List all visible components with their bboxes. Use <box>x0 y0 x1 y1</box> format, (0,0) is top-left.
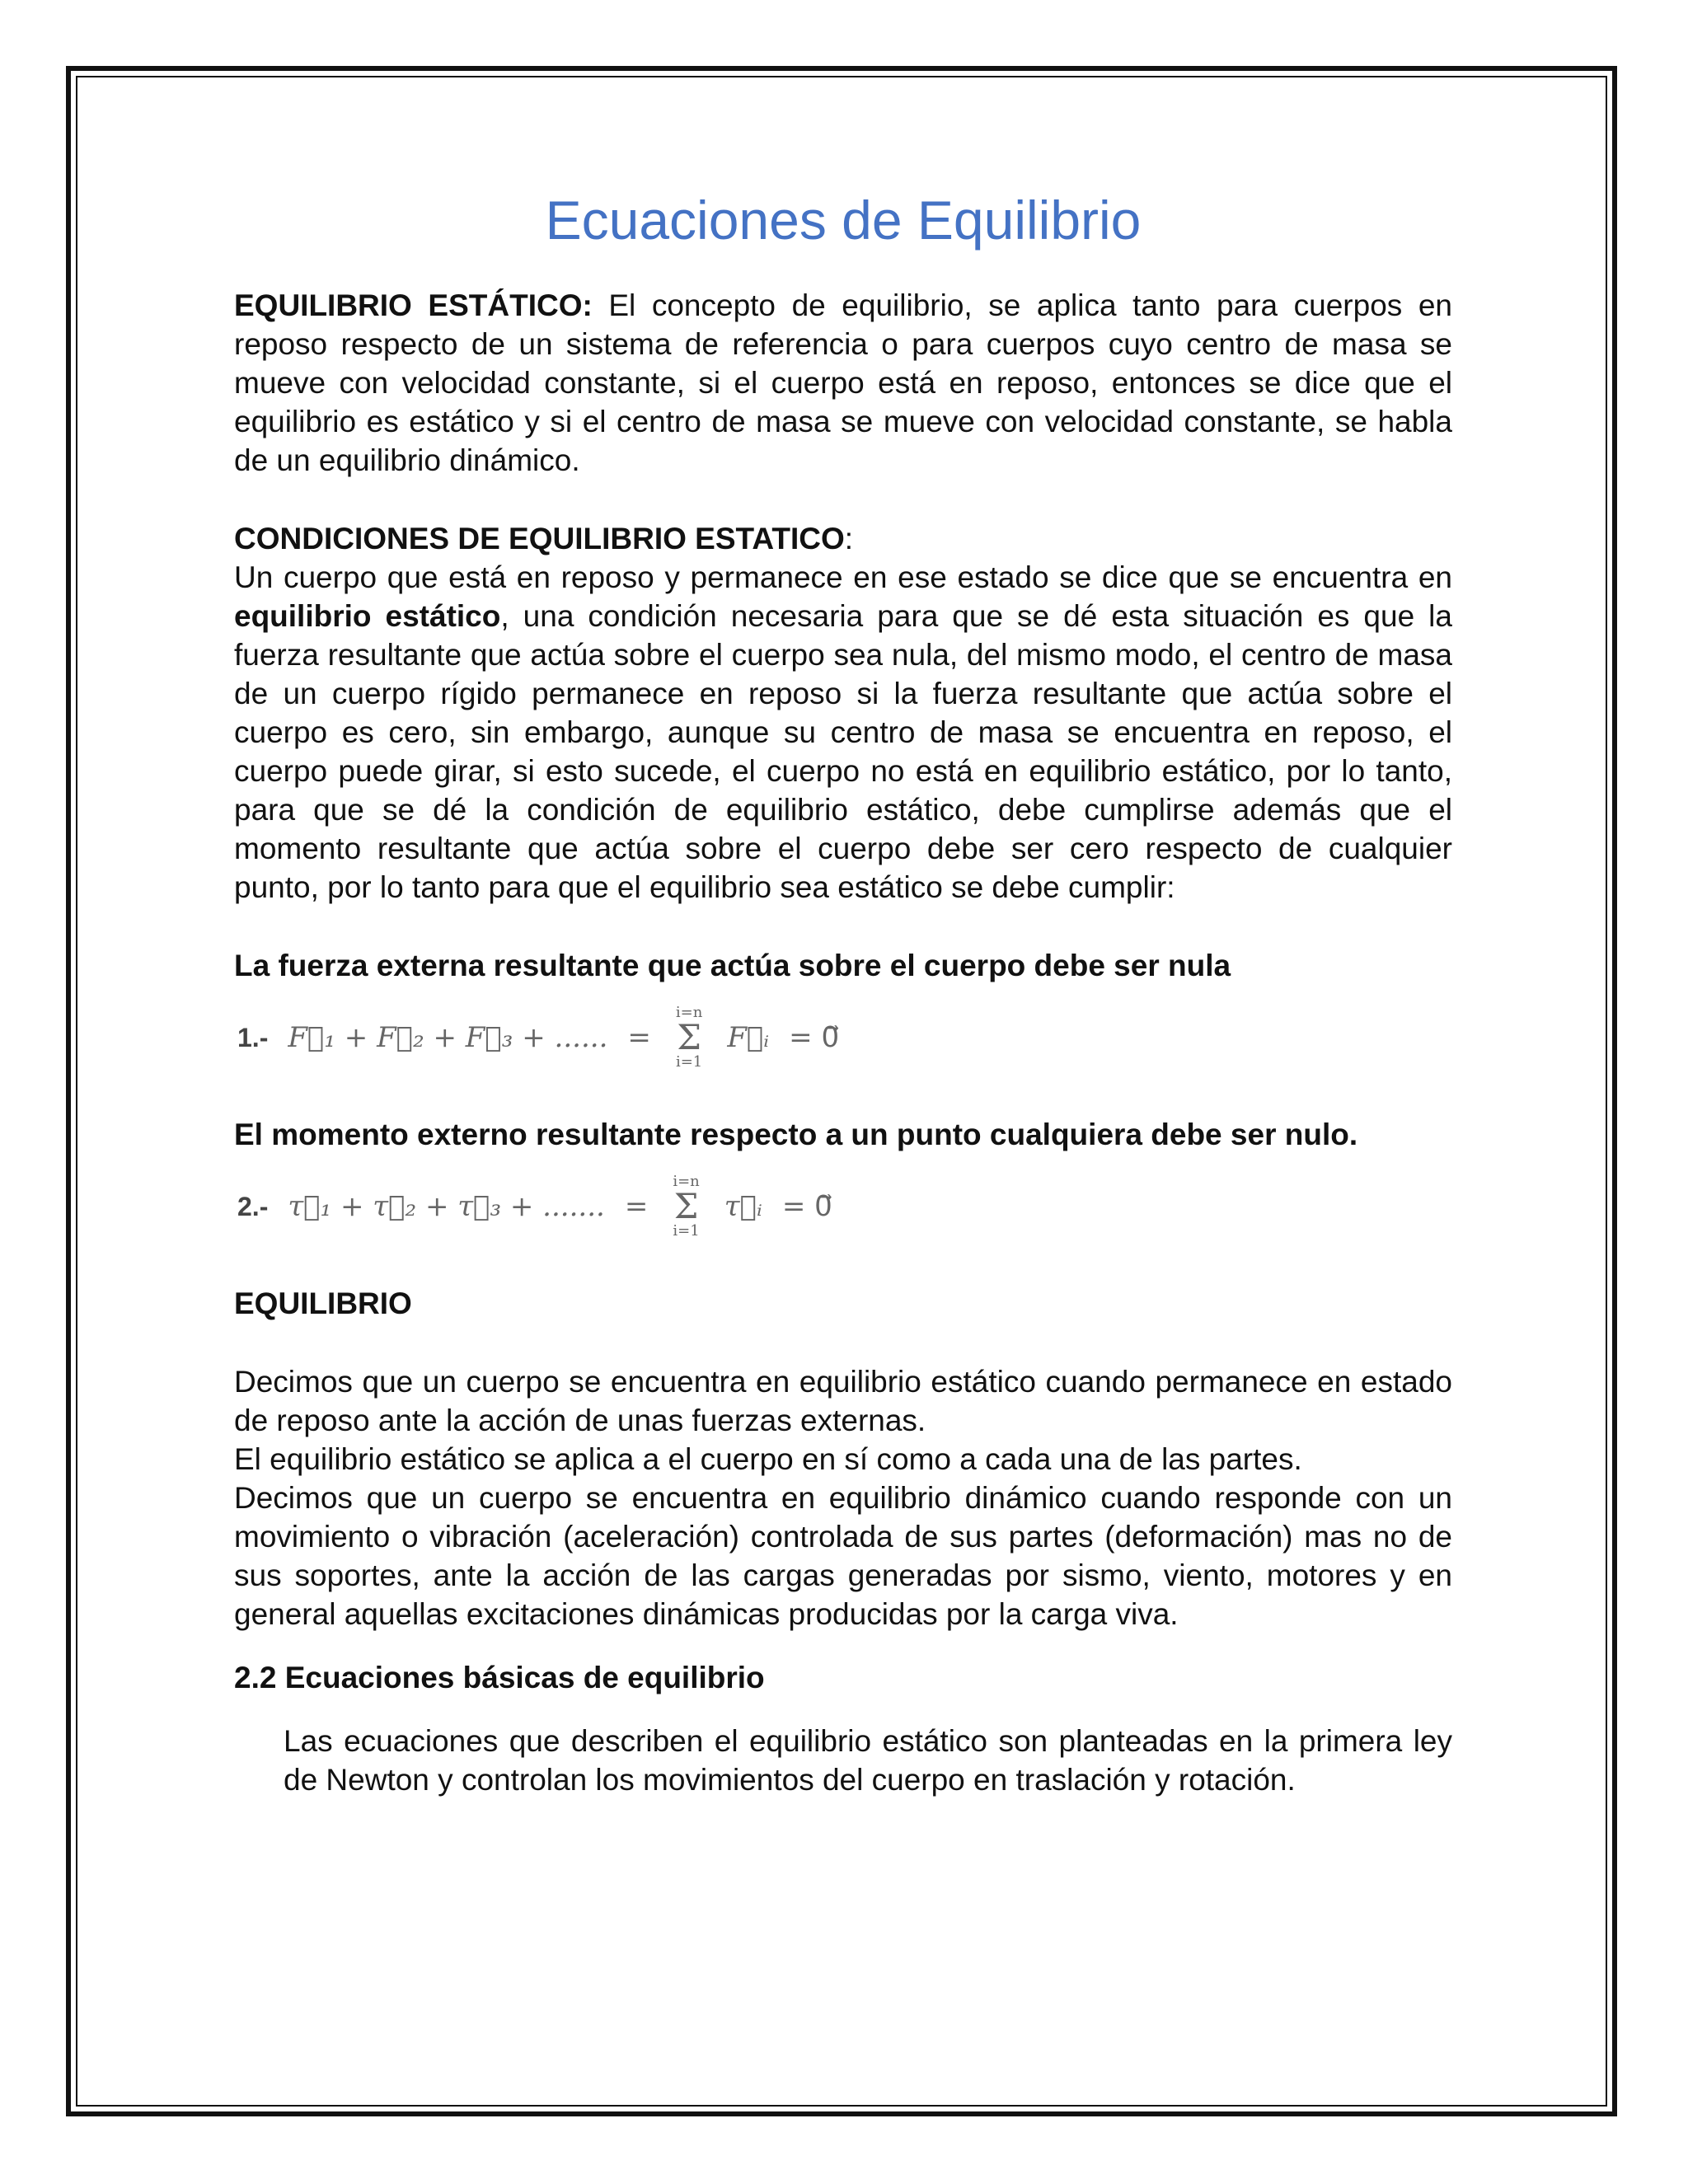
basic-equations-heading: 2.2 Ecuaciones básicas de equilibrio <box>234 1661 765 1695</box>
equation-rhs: = 0⃗ <box>781 1190 832 1224</box>
equilibrium-heading: EQUILIBRIO <box>234 1286 412 1321</box>
equilibrium-paragraph-2: El equilibrio estático se aplica a el cuerpo en sí como a cada una de las partes. <box>234 1442 1302 1477</box>
conditions-heading-colon: : <box>844 522 854 556</box>
static-equilibrium-label: EQUILIBRIO ESTÁTICO: <box>234 288 593 323</box>
sum-lower-limit: i=1 <box>673 1222 700 1240</box>
summation-symbol <box>673 1174 699 1239</box>
document-body <box>234 188 1452 1799</box>
equilibrium-paragraph-1: Decimos que un cuerpo se encuentra en equilibrio estático cuando permanece en estado de reposo ante la acción de unas fuerzas externas. <box>234 1365 1452 1438</box>
equation-term: τ⃗ᵢ <box>724 1190 762 1224</box>
moment-condition: El momento externo resultante respecto a un punto cualquiera debe ser nulo. <box>234 1118 1358 1152</box>
summation-symbol <box>676 1005 702 1070</box>
equation-lhs: τ⃗₁ + τ⃗₂ + τ⃗₃ + ....... <box>288 1190 605 1224</box>
equation-moments <box>237 1154 1452 1259</box>
equation-number: 1.- <box>237 1022 269 1052</box>
static-equilibrium-text: El concepto de equilibrio, se aplica tanto para cuerpos en reposo respecto de un sistema de referencia o para cuerpos cuyo centro de masa se mueve con velocidad constante, si el cuerpo está en reposo, entonces se dice que el equilibrio es estático y si el centro de masa se mueve con velocidad constante, se habla de un equilibrio dinámico. <box>234 288 1452 478</box>
equation-forces <box>237 985 1452 1090</box>
equation-equals: = <box>627 1021 651 1055</box>
sum-upper-limit: i=n <box>675 1004 703 1022</box>
equation-equals: = <box>624 1190 649 1224</box>
basic-equations-paragraph: Las ecuaciones que describen el equilibrio estático son planteadas en la primera ley de Newton y controlan los movimientos del cuerpo en traslación y rotación. <box>284 1724 1452 1797</box>
conditions-text-a: Un cuerpo que está en reposo y permanece en ese estado se dice que se encuentra en <box>234 560 1452 595</box>
equation-number: 2.- <box>237 1191 269 1221</box>
sum-upper-limit: i=n <box>673 1173 700 1191</box>
conditions-text-b: , una condición necesaria para que se dé esta situación es que la fuerza resultante que actúa sobre el cuerpo sea nula, del mismo modo, el centro de masa de un cuerpo rígido permanece en reposo si la fuerza resultante que actúa sobre el cuerpo es cero, sin embargo, aunque su centro de masa se encuentra en reposo, el cuerpo puede girar, si esto sucede, el cuerpo no está en equilibrio estático, por lo tanto, para que se dé la condición de equilibrio estático, debe cumplirse además que el momento resultante que actúa sobre el cuerpo debe ser cero respecto de cualquier punto, por lo tanto para que el equilibrio sea estático se debe cumplir: <box>234 599 1452 905</box>
page-title: Ecuaciones de Equilibrio <box>545 190 1142 251</box>
equation-term: F⃗ᵢ <box>727 1021 770 1055</box>
sum-lower-limit: i=1 <box>675 1053 703 1071</box>
conditions-bold-term: equilibrio estático <box>234 599 501 634</box>
static-equilibrium-paragraph <box>234 286 1452 480</box>
conditions-heading <box>234 519 1452 558</box>
sigma-icon: Σ <box>677 1017 701 1058</box>
equilibrium-paragraph-3: Decimos que un cuerpo se encuentra en equilibrio dinámico cuando responde con un movimiento o vibración (aceleración) controlada de sus partes (deformación) mas no de sus soportes, ante la acción de las cargas generadas por sismo, viento, motores y en general aquellas excitaciones dinámicas producidas por la carga viva. <box>234 1481 1452 1632</box>
sigma-icon: Σ <box>673 1186 699 1227</box>
equation-lhs: F⃗₁ + F⃗₂ + F⃗₃ + ...... <box>288 1021 608 1055</box>
force-condition: La fuerza externa resultante que actúa sobre el cuerpo debe ser nula <box>234 949 1231 983</box>
conditions-paragraph <box>234 558 1452 907</box>
equation-rhs: = 0⃗ <box>789 1021 840 1055</box>
conditions-heading-text: CONDICIONES DE EQUILIBRIO ESTATICO <box>234 522 845 556</box>
